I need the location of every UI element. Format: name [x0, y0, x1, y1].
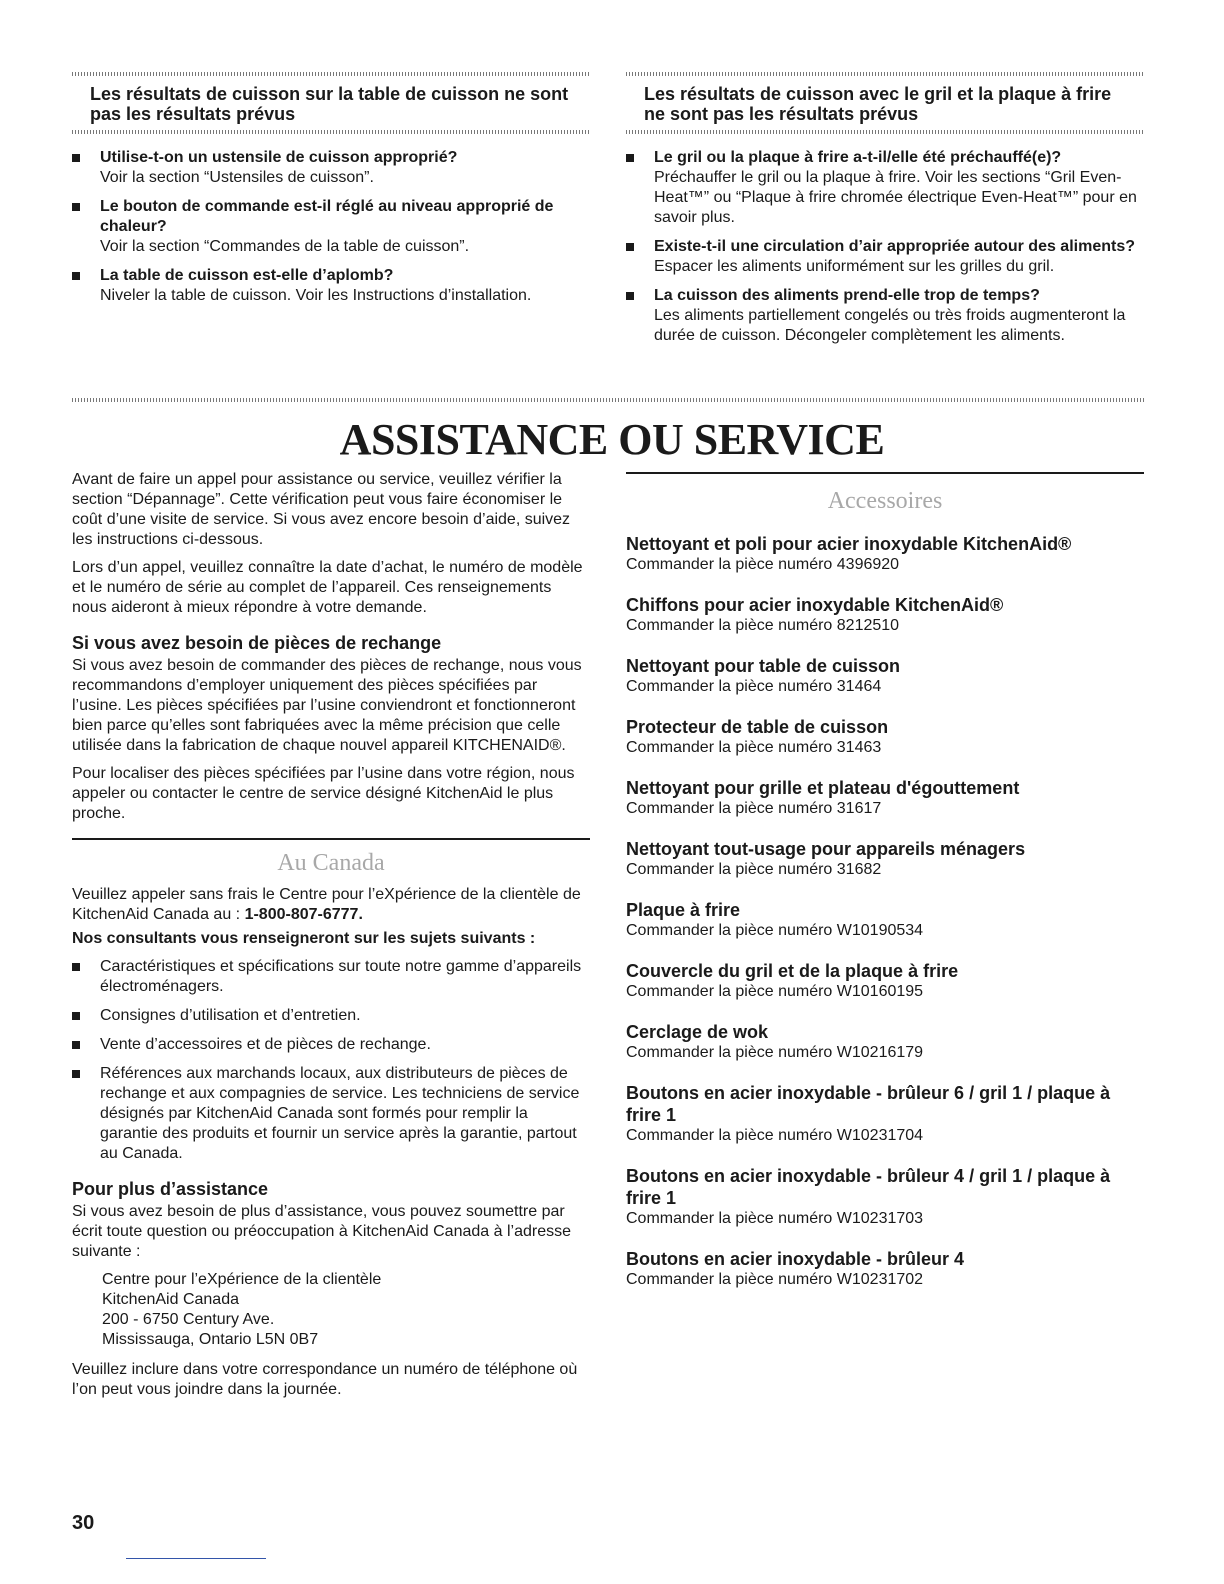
canada-phone: 1-800-807-6777.	[244, 906, 363, 923]
list-item-text: Consignes d’utilisation et d’entretien.	[100, 1007, 361, 1024]
answer: Voir la section “Ustensiles de cuisson”.	[100, 169, 374, 186]
consult-heading: Nos consultants vous renseigneront sur les sujets suivants :	[72, 930, 536, 947]
question: Utilise-t-on un ustensile de cuisson approprié?	[100, 149, 458, 166]
answer: Voir la section “Commandes de la table de cuisson”.	[100, 238, 470, 255]
section-rule	[626, 472, 1144, 474]
accessory-part: Commander la pièce numéro 4396920	[626, 556, 900, 573]
parts-paragraph: Si vous avez besoin de commander des pièces de rechange, nous vous recommandons d’employer uniquement des pièces spécifiées par l’usine. Les pièces spécifiées par l’usine conviendront et fonctionneront bien parce qu’elles sont fabriquées avec la même précision que celle utilisée dans la fabrication de chaque nouvel appareil KITCHENAID®.	[72, 657, 582, 754]
accessory-part: Commander la pièce numéro 31464	[626, 678, 882, 695]
list-item-text: Vente d’accessoires et de pièces de rechange.	[100, 1036, 431, 1053]
accessory-part: Commander la pièce numéro W10231704	[626, 1127, 924, 1144]
troubleshoot-right	[626, 72, 1144, 355]
accessory-title: Boutons en acier inoxydable - brûleur 4 / gril 1 / plaque à frire 1	[626, 1166, 1111, 1208]
bullet-icon	[72, 272, 80, 280]
answer: Les aliments partiellement congelés ou très froids augmenteront la durée de cuisson. Décongeler complètement les aliments.	[654, 307, 1126, 344]
consult-list	[72, 957, 590, 1164]
address-block	[102, 1270, 590, 1350]
address-line: 200 - 6750 Century Ave.	[102, 1311, 275, 1328]
list-item	[72, 1006, 590, 1026]
question: Le bouton de commande est-il réglé au niveau approprié de chaleur?	[100, 198, 554, 235]
more-paragraph: Si vous avez besoin de plus d’assistance, vous pouvez soumettre par écrit toute question ou préoccupation à KitchenAid Canada à l’adresse suivante :	[72, 1203, 571, 1260]
answer: Espacer les aliments uniformément sur les grilles du gril.	[654, 258, 1055, 275]
accessory-part: Commander la pièce numéro 31463	[626, 739, 882, 756]
accessory-item	[626, 899, 1144, 941]
accessory-title: Nettoyant pour table de cuisson	[626, 656, 901, 676]
bullet-icon	[72, 203, 80, 211]
accessory-part: Commander la pièce numéro W10216179	[626, 1044, 924, 1061]
answer: Niveler la table de cuisson. Voir les Instructions d’installation.	[100, 287, 532, 304]
accessory-title: Nettoyant pour grille et plateau d'égouttement	[626, 778, 1020, 798]
accessories-heading: Accessoires	[827, 488, 943, 514]
accessory-item	[626, 838, 1144, 880]
bullet-icon	[626, 154, 634, 162]
accessory-item	[626, 655, 1144, 697]
list-item	[626, 237, 1144, 277]
bullet-icon	[72, 1012, 80, 1020]
page-number: 30	[72, 1512, 95, 1534]
list-item	[72, 1035, 590, 1055]
list-item-text: Références aux marchands locaux, aux distributeurs de pièces de rechange et aux compagnies de service. Les techniciens de service désignés par KitchenAid Canada sont formés pour remplir la garantie des produits et fournir un service après la garantie, partout au Canada.	[100, 1065, 580, 1162]
list-item	[72, 1064, 590, 1164]
accessory-item	[626, 777, 1144, 819]
address-line: Centre pour l’eXpérience de la clientèle	[102, 1271, 382, 1288]
accessory-item	[626, 1165, 1144, 1229]
question: Le gril ou la plaque à frire a-t-il/elle été préchauffé(e)?	[654, 149, 1062, 166]
accessory-part: Commander la pièce numéro W10190534	[626, 922, 924, 939]
dotted-rule	[626, 130, 1144, 134]
troubleshoot-left	[72, 72, 590, 315]
question: La table de cuisson est-elle d’aplomb?	[100, 267, 394, 284]
accessory-item	[626, 716, 1144, 758]
canada-paragraph	[72, 885, 590, 925]
accessory-item	[626, 960, 1144, 1002]
dotted-rule	[72, 130, 590, 134]
dotted-rule	[626, 72, 1144, 76]
troubleshoot-right-title: Les résultats de cuisson avec le gril et la plaque à frire ne sont pas les résultats prévus	[644, 84, 1112, 124]
list-item-text: Caractéristiques et spécifications sur toute notre gamme d’appareils électroménagers.	[100, 958, 582, 995]
answer: Préchauffer le gril ou la plaque à frire. Voir les sections “Gril Even-Heat™” ou “Plaque à frire chromée électrique Even-Heat™” pour en savoir plus.	[654, 169, 1137, 226]
parts-paragraph: Pour localiser des pièces spécifiées par l’usine dans votre région, nous appeler ou contacter le centre de service désigné KitchenAid le plus proche.	[72, 765, 575, 822]
question: La cuisson des aliments prend-elle trop de temps?	[654, 287, 1040, 304]
accessory-part: Commander la pièce numéro 31682	[626, 861, 882, 878]
intro-paragraph: Avant de faire un appel pour assistance ou service, veuillez vérifier la section “Dépannage”. Cette vérification peut vous faire économiser le coût d’une visite de service. Si vous avez encore besoin d’aide, suivez les instructions ci-dessous.	[72, 471, 571, 548]
accessory-item	[626, 1082, 1144, 1146]
list-item	[72, 957, 590, 997]
accessory-title: Boutons en acier inoxydable - brûleur 4	[626, 1249, 965, 1269]
bullet-icon	[626, 292, 634, 300]
accessory-item	[626, 594, 1144, 636]
accessory-title: Nettoyant et poli pour acier inoxydable KitchenAid®	[626, 534, 1072, 554]
more-heading: Pour plus d’assistance	[72, 1179, 269, 1199]
accessory-part: Commander la pièce numéro 8212510	[626, 617, 900, 634]
address-line: KitchenAid Canada	[102, 1291, 239, 1308]
accessory-part: Commander la pièce numéro W10160195	[626, 983, 924, 1000]
list-item	[72, 266, 590, 306]
parts-heading: Si vous avez besoin de pièces de rechange	[72, 633, 442, 653]
bullet-icon	[72, 154, 80, 162]
canada-text: Veuillez appeler sans frais le Centre pour l’eXpérience de la clientèle de KitchenAid Canada au :	[72, 886, 581, 923]
troubleshoot-left-list	[72, 148, 590, 306]
troubleshoot-right-list	[626, 148, 1144, 346]
closing-paragraph: Veuillez inclure dans votre correspondance un numéro de téléphone où l’on peut vous joindre dans la journée.	[72, 1361, 578, 1398]
bullet-icon	[72, 1041, 80, 1049]
bullet-icon	[72, 1070, 80, 1078]
intro-paragraph: Lors d’un appel, veuillez connaître la date d’achat, le numéro de modèle et le numéro de série au complet de l’appareil. Ces renseignements nous aideront à mieux répondre à votre demande.	[72, 559, 583, 616]
page-title: ASSISTANCE OU SERVICE	[339, 415, 885, 464]
accessory-item	[626, 1021, 1144, 1063]
canada-heading: Au Canada	[277, 850, 385, 876]
accessories-column	[626, 470, 1144, 1309]
troubleshoot-left-title: Les résultats de cuisson sur la table de cuisson ne sont pas les résultats prévus	[90, 84, 569, 124]
footer-line	[126, 1558, 266, 1559]
list-item	[626, 148, 1144, 228]
address-line: Mississauga, Ontario L5N 0B7	[102, 1331, 319, 1348]
question: Existe-t-il une circulation d’air appropriée autour des aliments?	[654, 238, 1135, 255]
accessory-title: Chiffons pour acier inoxydable KitchenAid®	[626, 595, 1004, 615]
accessory-item	[626, 1248, 1144, 1290]
accessory-part: Commander la pièce numéro W10231703	[626, 1210, 924, 1227]
bullet-icon	[626, 243, 634, 251]
bullet-icon	[72, 963, 80, 971]
dotted-rule-full	[72, 398, 1144, 402]
accessory-title: Nettoyant tout-usage pour appareils ménagers	[626, 839, 1026, 859]
accessory-title: Couvercle du gril et de la plaque à frire	[626, 961, 959, 981]
dotted-rule	[72, 72, 590, 76]
accessory-title: Plaque à frire	[626, 900, 741, 920]
list-item	[72, 148, 590, 188]
accessory-part: Commander la pièce numéro W10231702	[626, 1271, 924, 1288]
left-column	[72, 470, 590, 1408]
accessory-title: Protecteur de table de cuisson	[626, 717, 889, 737]
section-rule	[72, 838, 590, 840]
accessory-title: Cerclage de wok	[626, 1022, 769, 1042]
accessory-part: Commander la pièce numéro 31617	[626, 800, 882, 817]
list-item	[626, 286, 1144, 346]
accessory-title: Boutons en acier inoxydable - brûleur 6 / gril 1 / plaque à frire 1	[626, 1083, 1111, 1125]
accessory-item	[626, 533, 1144, 575]
list-item	[72, 197, 590, 257]
